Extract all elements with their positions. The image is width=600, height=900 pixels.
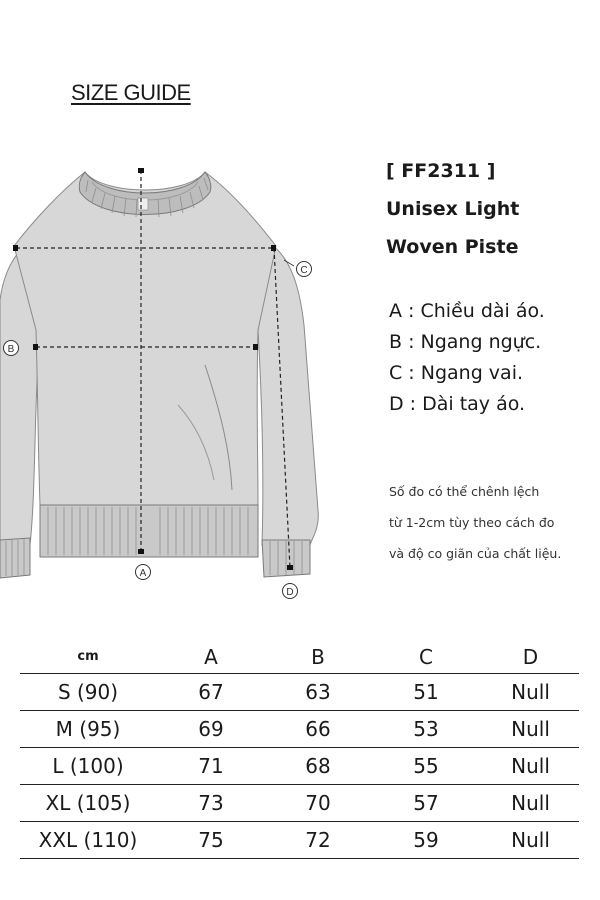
note-line-1: Số đo có thể chênh lệch <box>389 484 540 499</box>
sweater-diagram <box>0 150 330 610</box>
marker-c <box>297 262 312 277</box>
table-row <box>20 822 579 859</box>
svg-text:D: D <box>286 587 294 598</box>
value-d-cell: Null <box>482 822 579 859</box>
column-header-b: B <box>266 640 370 674</box>
value-b-cell: 63 <box>266 674 370 711</box>
column-header-a: A <box>156 640 266 674</box>
legend-item-a: A : Chiều dài áo. <box>389 300 545 322</box>
value-b-cell: 68 <box>266 748 370 785</box>
value-b-cell: 70 <box>266 785 370 822</box>
marker-b <box>4 341 19 356</box>
value-a-cell: 75 <box>156 822 266 859</box>
table-row <box>20 674 579 711</box>
value-c-cell: 59 <box>370 822 482 859</box>
table-row <box>20 711 579 748</box>
note-line-2: từ 1-2cm tùy theo cách đo <box>389 515 555 530</box>
value-d-cell: Null <box>482 711 579 748</box>
value-b-cell: 66 <box>266 711 370 748</box>
legend-item-c: C : Ngang vai. <box>389 362 524 384</box>
size-guide-title: SIZE GUIDE <box>71 80 191 105</box>
size-cell: S (90) <box>20 674 156 711</box>
size-cell: XL (105) <box>20 785 156 822</box>
svg-text:A: A <box>139 568 147 579</box>
svg-text:C: C <box>300 265 308 276</box>
value-c-cell: 51 <box>370 674 482 711</box>
size-cell: XXL (110) <box>20 822 156 859</box>
value-d-cell: Null <box>482 748 579 785</box>
marker-a <box>136 565 151 580</box>
value-a-cell: 73 <box>156 785 266 822</box>
value-d-cell: Null <box>482 785 579 822</box>
value-d-cell: Null <box>482 674 579 711</box>
value-b-cell: 72 <box>266 822 370 859</box>
svg-text:B: B <box>7 344 15 355</box>
size-table <box>20 640 579 859</box>
value-a-cell: 69 <box>156 711 266 748</box>
size-cell: L (100) <box>20 748 156 785</box>
product-name-line-2: Woven Piste <box>386 236 519 258</box>
measurement-legend <box>389 296 545 420</box>
size-cell: M (95) <box>20 711 156 748</box>
column-header-d: D <box>482 640 579 674</box>
measurement-note <box>389 476 561 569</box>
table-row <box>20 785 579 822</box>
note-line-3: và độ co giãn của chất liệu. <box>389 546 562 561</box>
product-code: [ FF2311 ] <box>386 160 496 182</box>
sweater-illustration <box>0 172 318 578</box>
product-name-line-1: Unisex Light <box>386 198 520 220</box>
legend-item-b: B : Ngang ngực. <box>389 331 542 353</box>
legend-item-d: D : Dài tay áo. <box>389 393 526 415</box>
value-c-cell: 53 <box>370 711 482 748</box>
value-c-cell: 55 <box>370 748 482 785</box>
table-row <box>20 748 579 785</box>
column-header-c: C <box>370 640 482 674</box>
value-c-cell: 57 <box>370 785 482 822</box>
marker-d <box>283 584 298 599</box>
value-a-cell: 67 <box>156 674 266 711</box>
unit-header: cm <box>20 640 156 674</box>
value-a-cell: 71 <box>156 748 266 785</box>
product-info <box>386 152 519 266</box>
table-header-row <box>20 640 579 674</box>
